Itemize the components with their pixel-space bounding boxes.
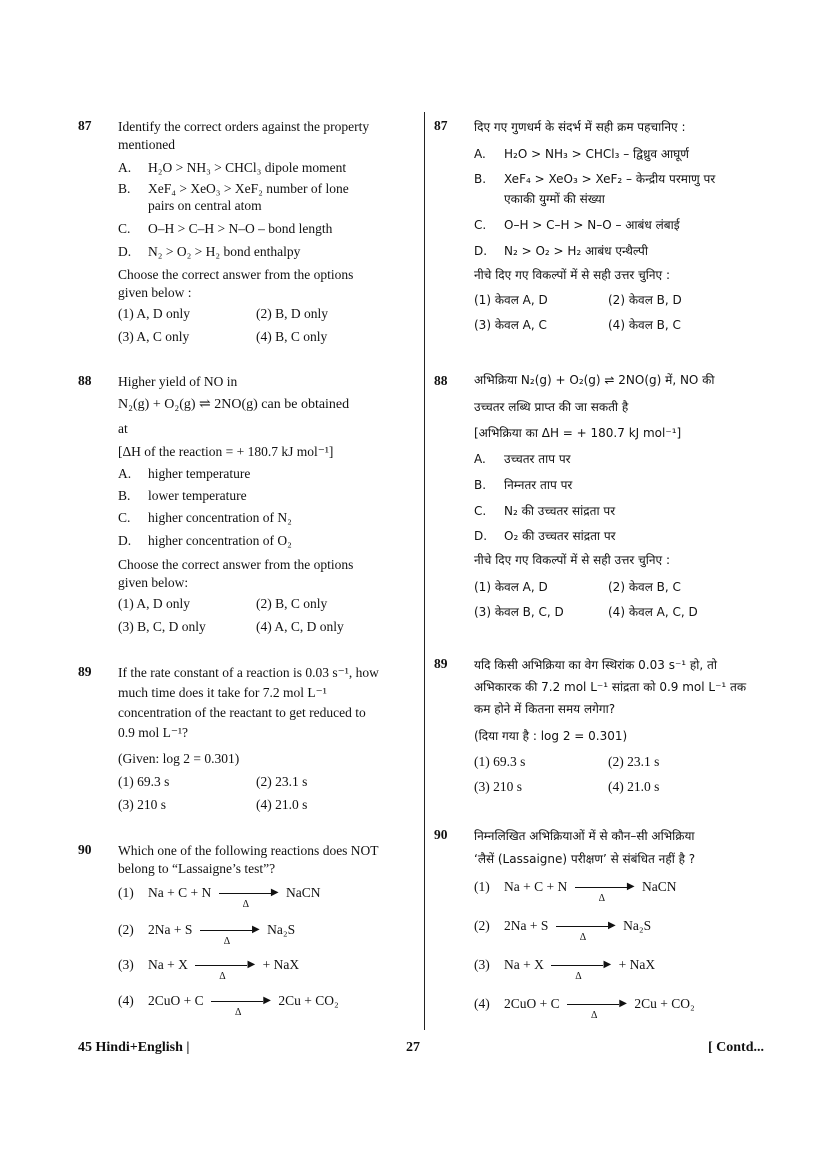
statement-item: B. lower temperature [118, 488, 247, 503]
reaction-arrow: ▶ Δ [567, 998, 627, 1012]
question-stem: Identify the correct orders against the property [118, 119, 370, 134]
statement-item: C. O–H > C–H > N–O – आबंध लंबाई [474, 218, 680, 232]
question-stem: ‘लैसें (Lassaigne) परीक्षण’ से संबंधित नहीं है ? [474, 852, 696, 866]
answer-option[interactable]: (1) 69.3 s [118, 774, 170, 789]
reaction-arrow: ▶ Δ [556, 920, 616, 934]
enthalpy-note: [ΔH of the reaction = + 180.7 kJ mol⁻¹] [118, 444, 334, 459]
statement-item: एकाकी युग्मों की संख्या [504, 192, 605, 206]
booklet-code: 45 Hindi+English | [78, 1040, 190, 1055]
given-note: (Given: log 2 = 0.301) [118, 751, 240, 766]
answer-option[interactable]: (4) A, C, D only [256, 619, 344, 634]
statement-item: pairs on central atom [148, 198, 262, 213]
statement-item: D. O₂ की उच्चतर सांद्रता पर [474, 529, 616, 543]
answer-option[interactable]: (4) 2CuO + C ▶ Δ 2Cu + CO₂ [118, 993, 339, 1018]
question-stem: at [118, 421, 128, 436]
question-stem: दिए गए गुणधर्म के संदर्भ में सही क्रम पहचानिए : [474, 120, 686, 134]
answer-option[interactable]: (1) A, D only [118, 596, 190, 611]
answer-option[interactable]: (3) Na + X ▶ Δ + NaX [118, 957, 300, 982]
question-stem: belong to “Lassaigne’s test”? [118, 861, 276, 876]
question-stem: निम्नलिखित अभिक्रियाओं में से कौन–सी अभिक्रिया [474, 829, 695, 843]
statement-item: B. निम्नतर ताप पर [474, 478, 573, 492]
answer-option[interactable]: (4) 2CuO + C ▶ Δ 2Cu + CO₂ [474, 996, 695, 1021]
question-stem: Higher yield of NO in [118, 374, 238, 389]
answer-option[interactable]: (3) Na + X ▶ Δ + NaX [474, 957, 656, 982]
statement-item: D. higher concentration of O₂ [118, 533, 292, 548]
answer-option[interactable]: (3) 210 s [118, 797, 166, 812]
statement-item: B. XeF₄ > XeO₃ > XeF₂ – केन्द्रीय परमाणु पर [474, 172, 716, 186]
statement-item: B. XeF₄ > XeO₃ > XeF₂ number of lone [118, 181, 349, 196]
question-number: 89 [78, 664, 92, 679]
statement-item: C. N₂ की उच्चतर सांद्रता पर [474, 504, 616, 518]
question-number: 87 [78, 118, 92, 133]
choose-instruction: Choose the correct answer from the options [118, 267, 354, 282]
question-stem: अभिक्रिया N₂(g) + O₂(g) ⇌ 2NO(g) में, NO की [474, 373, 715, 387]
answer-option[interactable]: (2) 23.1 s [608, 754, 660, 769]
page-number: 27 [406, 1040, 420, 1055]
answer-option[interactable]: (4) केवल B, C [608, 318, 681, 332]
answer-option[interactable]: (4) B, C only [256, 329, 328, 344]
choose-instruction: given below: [118, 575, 189, 590]
question-number: 88 [78, 373, 92, 388]
choose-instruction: नीचे दिए गए विकल्पों में से सही उत्तर चुनिए : [474, 553, 671, 567]
question-number: 87 [434, 118, 448, 133]
question-stem: If the rate constant of a reaction is 0.03 s⁻¹, how [118, 665, 379, 680]
question-number: 89 [434, 656, 448, 671]
answer-option[interactable]: (2) केवल B, C [608, 580, 681, 594]
question-stem: यदि किसी अभिक्रिया का वेग स्थिरांक 0.03 s⁻¹ हो, तो [474, 658, 717, 672]
answer-option[interactable]: (2) B, D only [256, 306, 328, 321]
answer-option[interactable]: (2) केवल B, D [608, 293, 682, 307]
reaction-arrow: ▶ Δ [551, 959, 611, 973]
answer-option[interactable]: (3) केवल A, C [474, 318, 547, 332]
answer-option[interactable]: (2) 2Na + S ▶ Δ Na₂S [118, 922, 296, 947]
answer-option[interactable]: (3) केवल B, C, D [474, 605, 564, 619]
answer-option[interactable]: (1) Na + C + N ▶ Δ NaCN [474, 879, 677, 904]
answer-option[interactable]: (4) केवल A, C, D [608, 605, 698, 619]
statement-item: D. N₂ > O₂ > H₂ bond enthalpy [118, 244, 301, 259]
answer-option[interactable]: (3) B, C, D only [118, 619, 206, 634]
question-stem: Which one of the following reactions does NOT [118, 843, 379, 858]
statement-item: C. O–H > C–H > N–O – bond length [118, 221, 333, 236]
answer-option[interactable]: (2) B, C only [256, 596, 328, 611]
given-note: (दिया गया है : log 2 = 0.301) [474, 729, 628, 743]
column-divider [424, 112, 425, 1030]
reaction-arrow: ▶ Δ [195, 959, 255, 973]
question-stem: 0.9 mol L⁻¹? [118, 725, 189, 740]
question-stem: अभिकारक की 7.2 mol L⁻¹ सांद्रता को 0.9 mol L⁻¹ तक [474, 680, 747, 694]
question-stem: mentioned [118, 137, 175, 152]
statement-item: A. higher temperature [118, 466, 251, 481]
question-stem: उच्चतर लब्धि प्राप्त की जा सकती है [474, 400, 629, 414]
statement-item: D. N₂ > O₂ > H₂ आबंध एन्थैल्पी [474, 244, 648, 258]
answer-option[interactable]: (2) 2Na + S ▶ Δ Na₂S [474, 918, 652, 943]
question-stem: much time does it take for 7.2 mol L⁻¹ [118, 685, 327, 700]
reaction-arrow: ▶ Δ [575, 881, 635, 895]
choose-instruction: नीचे दिए गए विकल्पों में से सही उत्तर चुनिए : [474, 268, 671, 282]
choose-instruction: Choose the correct answer from the options [118, 557, 354, 572]
statement-item: A. H₂O > NH₃ > CHCl₃ – द्विध्रुव आघूर्ण [474, 147, 689, 161]
reaction-arrow: ▶ Δ [211, 995, 271, 1009]
statement-item: A. उच्चतर ताप पर [474, 452, 571, 466]
answer-option[interactable]: (3) 210 s [474, 779, 522, 794]
question-number: 90 [78, 842, 92, 857]
question-stem: concentration of the reactant to get reduced to [118, 705, 366, 720]
reaction-equation: N₂(g) + O₂(g) ⇌ 2NO(g) can be obtained [118, 397, 350, 412]
answer-option[interactable]: (1) केवल A, D [474, 580, 548, 594]
answer-option[interactable]: (4) 21.0 s [256, 797, 308, 812]
enthalpy-note: [अभिक्रिया का ΔH = + 180.7 kJ mol⁻¹] [474, 426, 682, 440]
answer-option[interactable]: (1) A, D only [118, 306, 190, 321]
answer-option[interactable]: (3) A, C only [118, 329, 190, 344]
answer-option[interactable]: (1) Na + C + N ▶ Δ NaCN [118, 885, 321, 910]
statement-item: A. H₂O > NH₃ > CHCl₃ dipole moment [118, 160, 347, 175]
reaction-arrow: ▶ Δ [219, 887, 279, 901]
question-stem: कम होने में कितना समय लगेगा? [474, 702, 616, 716]
reaction-arrow: ▶ Δ [200, 924, 260, 938]
answer-option[interactable]: (2) 23.1 s [256, 774, 308, 789]
answer-option[interactable]: (4) 21.0 s [608, 779, 660, 794]
answer-option[interactable]: (1) केवल A, D [474, 293, 548, 307]
statement-item: C. higher concentration of N₂ [118, 510, 292, 525]
question-number: 90 [434, 827, 448, 842]
answer-option[interactable]: (1) 69.3 s [474, 754, 526, 769]
question-number: 88 [434, 373, 448, 388]
continued-label: [ Contd... [708, 1040, 765, 1055]
choose-instruction: given below : [118, 285, 192, 300]
